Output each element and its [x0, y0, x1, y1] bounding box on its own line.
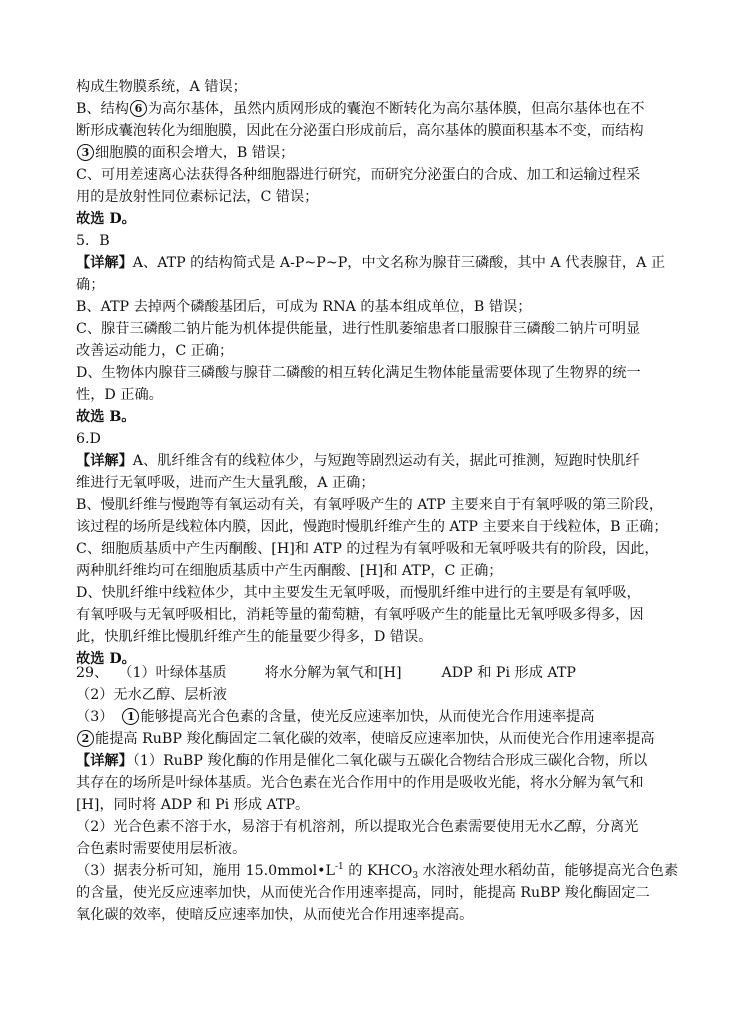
text-line	[76, 363, 641, 385]
text: 的 KHCO	[343, 863, 413, 879]
text-line	[76, 341, 233, 363]
text: 故选 D。	[76, 651, 136, 667]
text: 此，快肌纤维比慢肌纤维产生的能量要少得多，D 错误。	[76, 629, 433, 645]
text-line	[76, 861, 678, 883]
text-line	[76, 187, 318, 209]
circled-number: 1	[122, 708, 139, 725]
question-number: 29、	[76, 665, 109, 681]
text: 能够提高光合色素的含量，使光反应速率加快，从而使光合作用速率提高	[140, 709, 595, 725]
answer-part-3: ADP 和 Pi 形成 ATP	[441, 665, 576, 681]
text-line	[76, 905, 473, 927]
text: 水溶液处理水稻幼苗，能够提高光合色素	[418, 863, 679, 879]
text-line	[76, 121, 644, 143]
superscript: -1	[334, 862, 344, 872]
text: 用的是放射性同位素标记法，C 错误；	[76, 189, 319, 205]
explanation-label: 【详解】	[76, 255, 133, 271]
answer-part-1: （1）叶绿体基质	[118, 665, 227, 681]
text-line	[76, 77, 247, 99]
text-line	[76, 99, 645, 121]
circled-number: 3	[77, 144, 94, 161]
text: 断形成囊泡转化为细胞膜，因此在分泌蛋白形成前后，高尔基体的膜面积基本不变，而结构	[76, 123, 644, 139]
text-line	[76, 451, 640, 473]
text: 改善运动能力，C 正确；	[76, 343, 234, 359]
answer-part-2: 将水分解为氧气和[H]	[264, 665, 402, 681]
text-line	[76, 627, 432, 649]
question-number	[76, 231, 110, 253]
text: 该过程的场所是线粒体内膜，因此，慢跑时慢肌纤维产生的 ATP 主要来自于线粒体，B 正确；	[76, 519, 668, 535]
circled-number: 6	[130, 100, 147, 117]
text: 故选 D。	[76, 211, 136, 227]
text-line	[76, 253, 665, 275]
text-line	[76, 561, 503, 583]
text: 性，D 正确。	[76, 387, 163, 403]
explanation-label: 【详解】	[76, 753, 133, 769]
text-line	[76, 685, 227, 707]
text: 两种肌纤维均可在细胞质基质中产生丙酮酸、[H]和 ATP，C 正确；	[76, 563, 503, 579]
text: （3）	[76, 709, 114, 725]
text-line	[76, 297, 531, 319]
text: 其存在的场所是叶绿体基质。光合色素在光合作用中的作用是吸收光能，将水分解为氧气和	[76, 775, 644, 791]
text: 有氧呼吸与无氧呼吸相比，消耗等量的葡萄糖，有氧呼吸产生的能量比无氧呼吸多得多，因	[76, 607, 644, 623]
text: B、结构	[76, 101, 129, 117]
text: 构成生物膜系统，A 错误；	[76, 79, 247, 95]
text: B、ATP 去掉两个磷酸基团后，可成为 RNA 的基本组成单位，B 错误；	[76, 299, 532, 315]
text-line	[76, 473, 375, 495]
text-line	[76, 583, 641, 605]
text-line	[76, 539, 659, 561]
text-line	[76, 729, 655, 751]
text: C、腺苷三磷酸二钠片能为机体提供能量，进行性肌萎缩患者口服腺苷三磷酸二钠片可明显	[76, 321, 641, 337]
text: [H]，同时将 ADP 和 Pi 形成 ATP。	[76, 797, 310, 813]
text: 确；	[76, 277, 105, 293]
text: D、快肌纤维中线粒体少，其中主要发生无氧呼吸，而慢肌纤维中进行的主要是有氧呼吸，	[76, 585, 641, 601]
text: C、可用差速离心法获得各种细胞器进行研究，而研究分泌蛋白的合成、加工和运输过程采	[76, 167, 641, 183]
text: 6.D	[76, 431, 101, 447]
question-29-line	[76, 663, 576, 685]
text: A、肌纤维含有的线粒体少，与短跑等剧烈运动有关，据此可推测，短跑时快肌纤	[132, 453, 640, 469]
text: 维进行无氧呼吸，进而产生大量乳酸，A 正确；	[76, 475, 375, 491]
text: （3）据表分析可知，施用 15.0mmol•L	[76, 863, 335, 879]
text: 细胞膜的面积会增大，B 错误；	[95, 145, 295, 161]
text-line	[76, 143, 294, 165]
subscript: 3	[412, 871, 419, 881]
text: A、ATP 的结构简式是 A-P~P~P，中文名称为腺苷三磷酸，其中 A 代表腺苷，A 正	[132, 255, 666, 271]
text-line	[76, 517, 668, 539]
text-line	[76, 165, 640, 187]
text: 为高尔基体，虽然内质网形成的囊泡不断转化为高尔基体膜，但高尔基体也在不	[148, 101, 645, 117]
text-line	[76, 751, 647, 773]
text-line	[76, 385, 163, 407]
text-line	[76, 275, 104, 297]
text-line	[76, 795, 309, 817]
text-line	[76, 883, 650, 905]
text: 故选 B。	[76, 409, 136, 425]
text-line	[76, 495, 663, 517]
answer-line	[76, 209, 136, 231]
text-line	[76, 605, 644, 627]
text: 能提高 RuBP 羧化酶固定二氧化碳的效率，使暗反应速率加快，从而使光合作用速率提高	[95, 731, 655, 747]
text-line	[76, 817, 638, 839]
explanation-label: 【详解】	[76, 453, 133, 469]
text-line	[76, 839, 246, 861]
text: （1）RuBP 羧化酶的作用是催化二氧化碳与五碳化合物结合形成三碳化合物，所以	[132, 753, 648, 769]
text: 5．B	[76, 233, 110, 249]
text: 氧化碳的效率，使暗反应速率加快，从而使光合作用速率提高。	[76, 907, 474, 923]
answer-line	[76, 407, 136, 429]
text: D、生物体内腺苷三磷酸与腺苷二磷酸的相互转化满足生物体能量需要体现了生物界的统一	[76, 365, 641, 381]
text: （2）光合色素不溶于水，易溶于有机溶剂，所以提取光合色素需要使用无水乙醇，分离光	[76, 819, 639, 835]
text-line	[76, 773, 644, 795]
text: C、细胞质基质中产生丙酮酸、[H]和 ATP 的过程为有氧呼吸和无氧呼吸共有的阶段，因此，	[76, 541, 659, 557]
text: B、慢肌纤维与慢跑等有氧运动有关，有氧呼吸产生的 ATP 主要来自于有氧呼吸的第三阶段，	[76, 497, 664, 513]
circled-number: 2	[77, 730, 94, 747]
text: 的含量，使光反应速率加快，从而使光合作用速率提高，同时，能提高 RuBP 羧化酶固定二	[76, 885, 650, 901]
text: （2）无水乙醇、层析液	[76, 687, 227, 703]
question-number	[76, 429, 101, 451]
text-line	[76, 319, 640, 341]
text: 合色素时需要使用层析液。	[76, 841, 247, 857]
text-line	[76, 707, 594, 729]
